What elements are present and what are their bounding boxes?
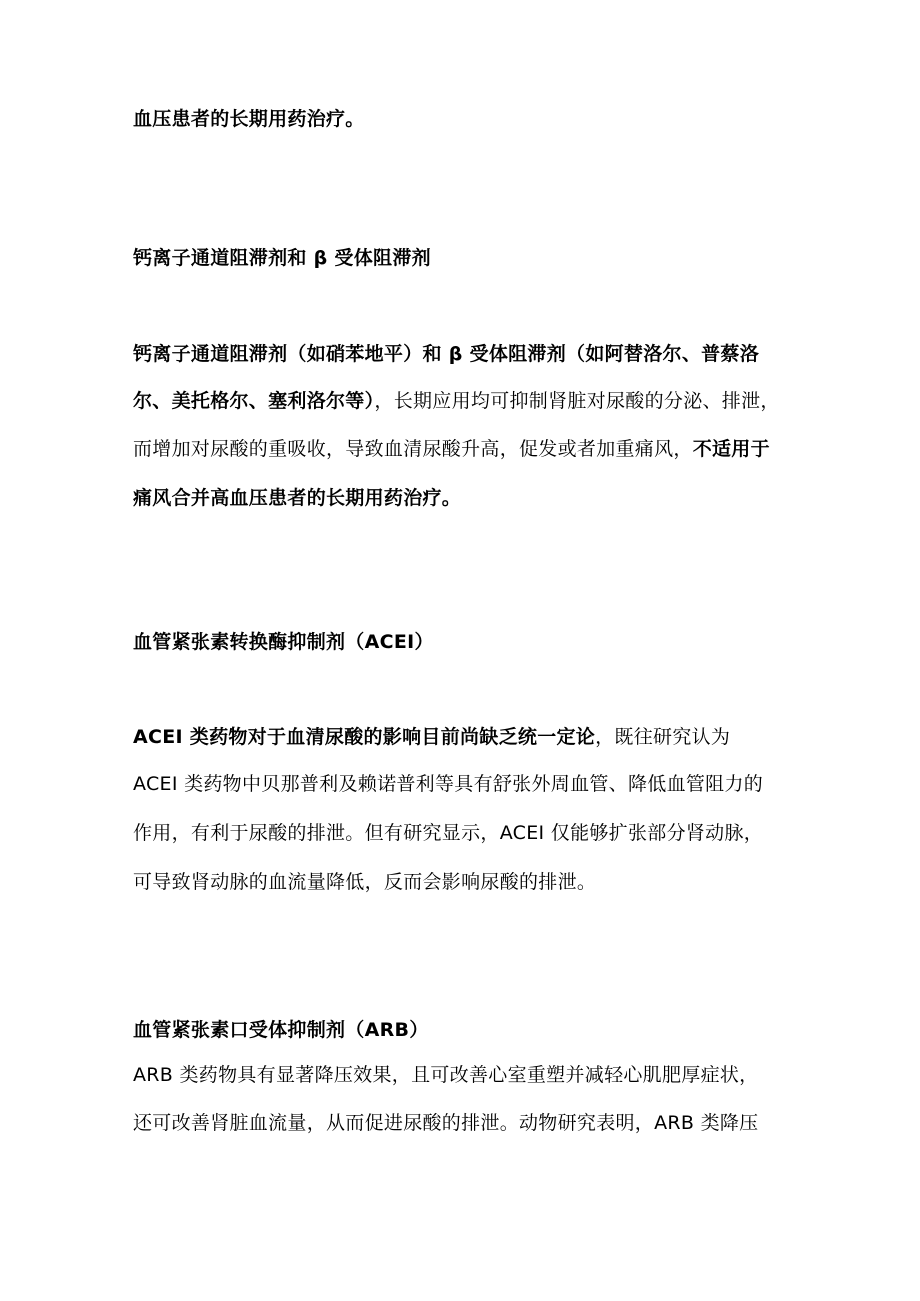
acei-para-line-1-bold: ACEI 类药物对于血清尿酸的影响目前尚缺乏统一定论 bbox=[133, 726, 596, 748]
ccb-beta-para-line-3-bold: 不适用于 bbox=[692, 438, 770, 460]
intro-tail-text: 血压患者的长期用药治疗。 bbox=[133, 108, 365, 130]
acei-para-line-4: 可导致肾动脉的血流量降低，反而会影响尿酸的排泄。 bbox=[133, 871, 597, 893]
ccb-beta-heading: 钙离子通道阻滞剂和 β 受体阻滞剂 bbox=[133, 247, 431, 269]
acei-para-line-3: 作用，有利于尿酸的排泄。但有研究显示，ACEI 仅能够扩张部分肾动脉， bbox=[133, 822, 764, 844]
ccb-beta-para-line-4: 痛风合并高血压患者的长期用药治疗。 bbox=[133, 487, 462, 509]
acei-para-line-1-rest: ，既往研究认为 bbox=[595, 726, 731, 748]
acei-para-line-2: ACEI 类药物中贝那普利及赖诺普利等具有舒张外周血管、降低血管阻力的 bbox=[133, 773, 764, 795]
acei-heading: 血管紧张素转换酶抑制剂（ACEI） bbox=[133, 631, 434, 653]
ccb-beta-para-line-2 bbox=[133, 389, 780, 413]
ccb-beta-para-line-3-rest: 而增加对尿酸的重吸收，导致血清尿酸升高，促发或者加重痛风， bbox=[133, 438, 693, 460]
ccb-beta-para-line-2-bold: 尔、美托格尔、塞利洛尔等） bbox=[133, 390, 375, 412]
ccb-beta-para-line-2-rest: ，长期应用均可抑制肾脏对尿酸的分泌、排泄， bbox=[374, 390, 780, 412]
ccb-beta-para-line-1: 钙离子通道阻滞剂（如硝苯地平）和 β 受体阻滞剂（如阿替洛尔、普蔡洛 bbox=[133, 343, 760, 365]
ccb-beta-para-line-3 bbox=[133, 437, 770, 461]
acei-para-line-1 bbox=[133, 725, 730, 749]
arb-para-line-2: 还可改善肾脏血流量，从而促进尿酸的排泄。动物研究表明，ARB 类降压 bbox=[133, 1112, 759, 1134]
arb-heading: 血管紧张素口受体抑制剂（ARB） bbox=[133, 1019, 429, 1041]
arb-para-line-1: ARB 类药物具有显著降压效果，且可改善心室重塑并减轻心肌肥厚症状， bbox=[133, 1064, 759, 1086]
